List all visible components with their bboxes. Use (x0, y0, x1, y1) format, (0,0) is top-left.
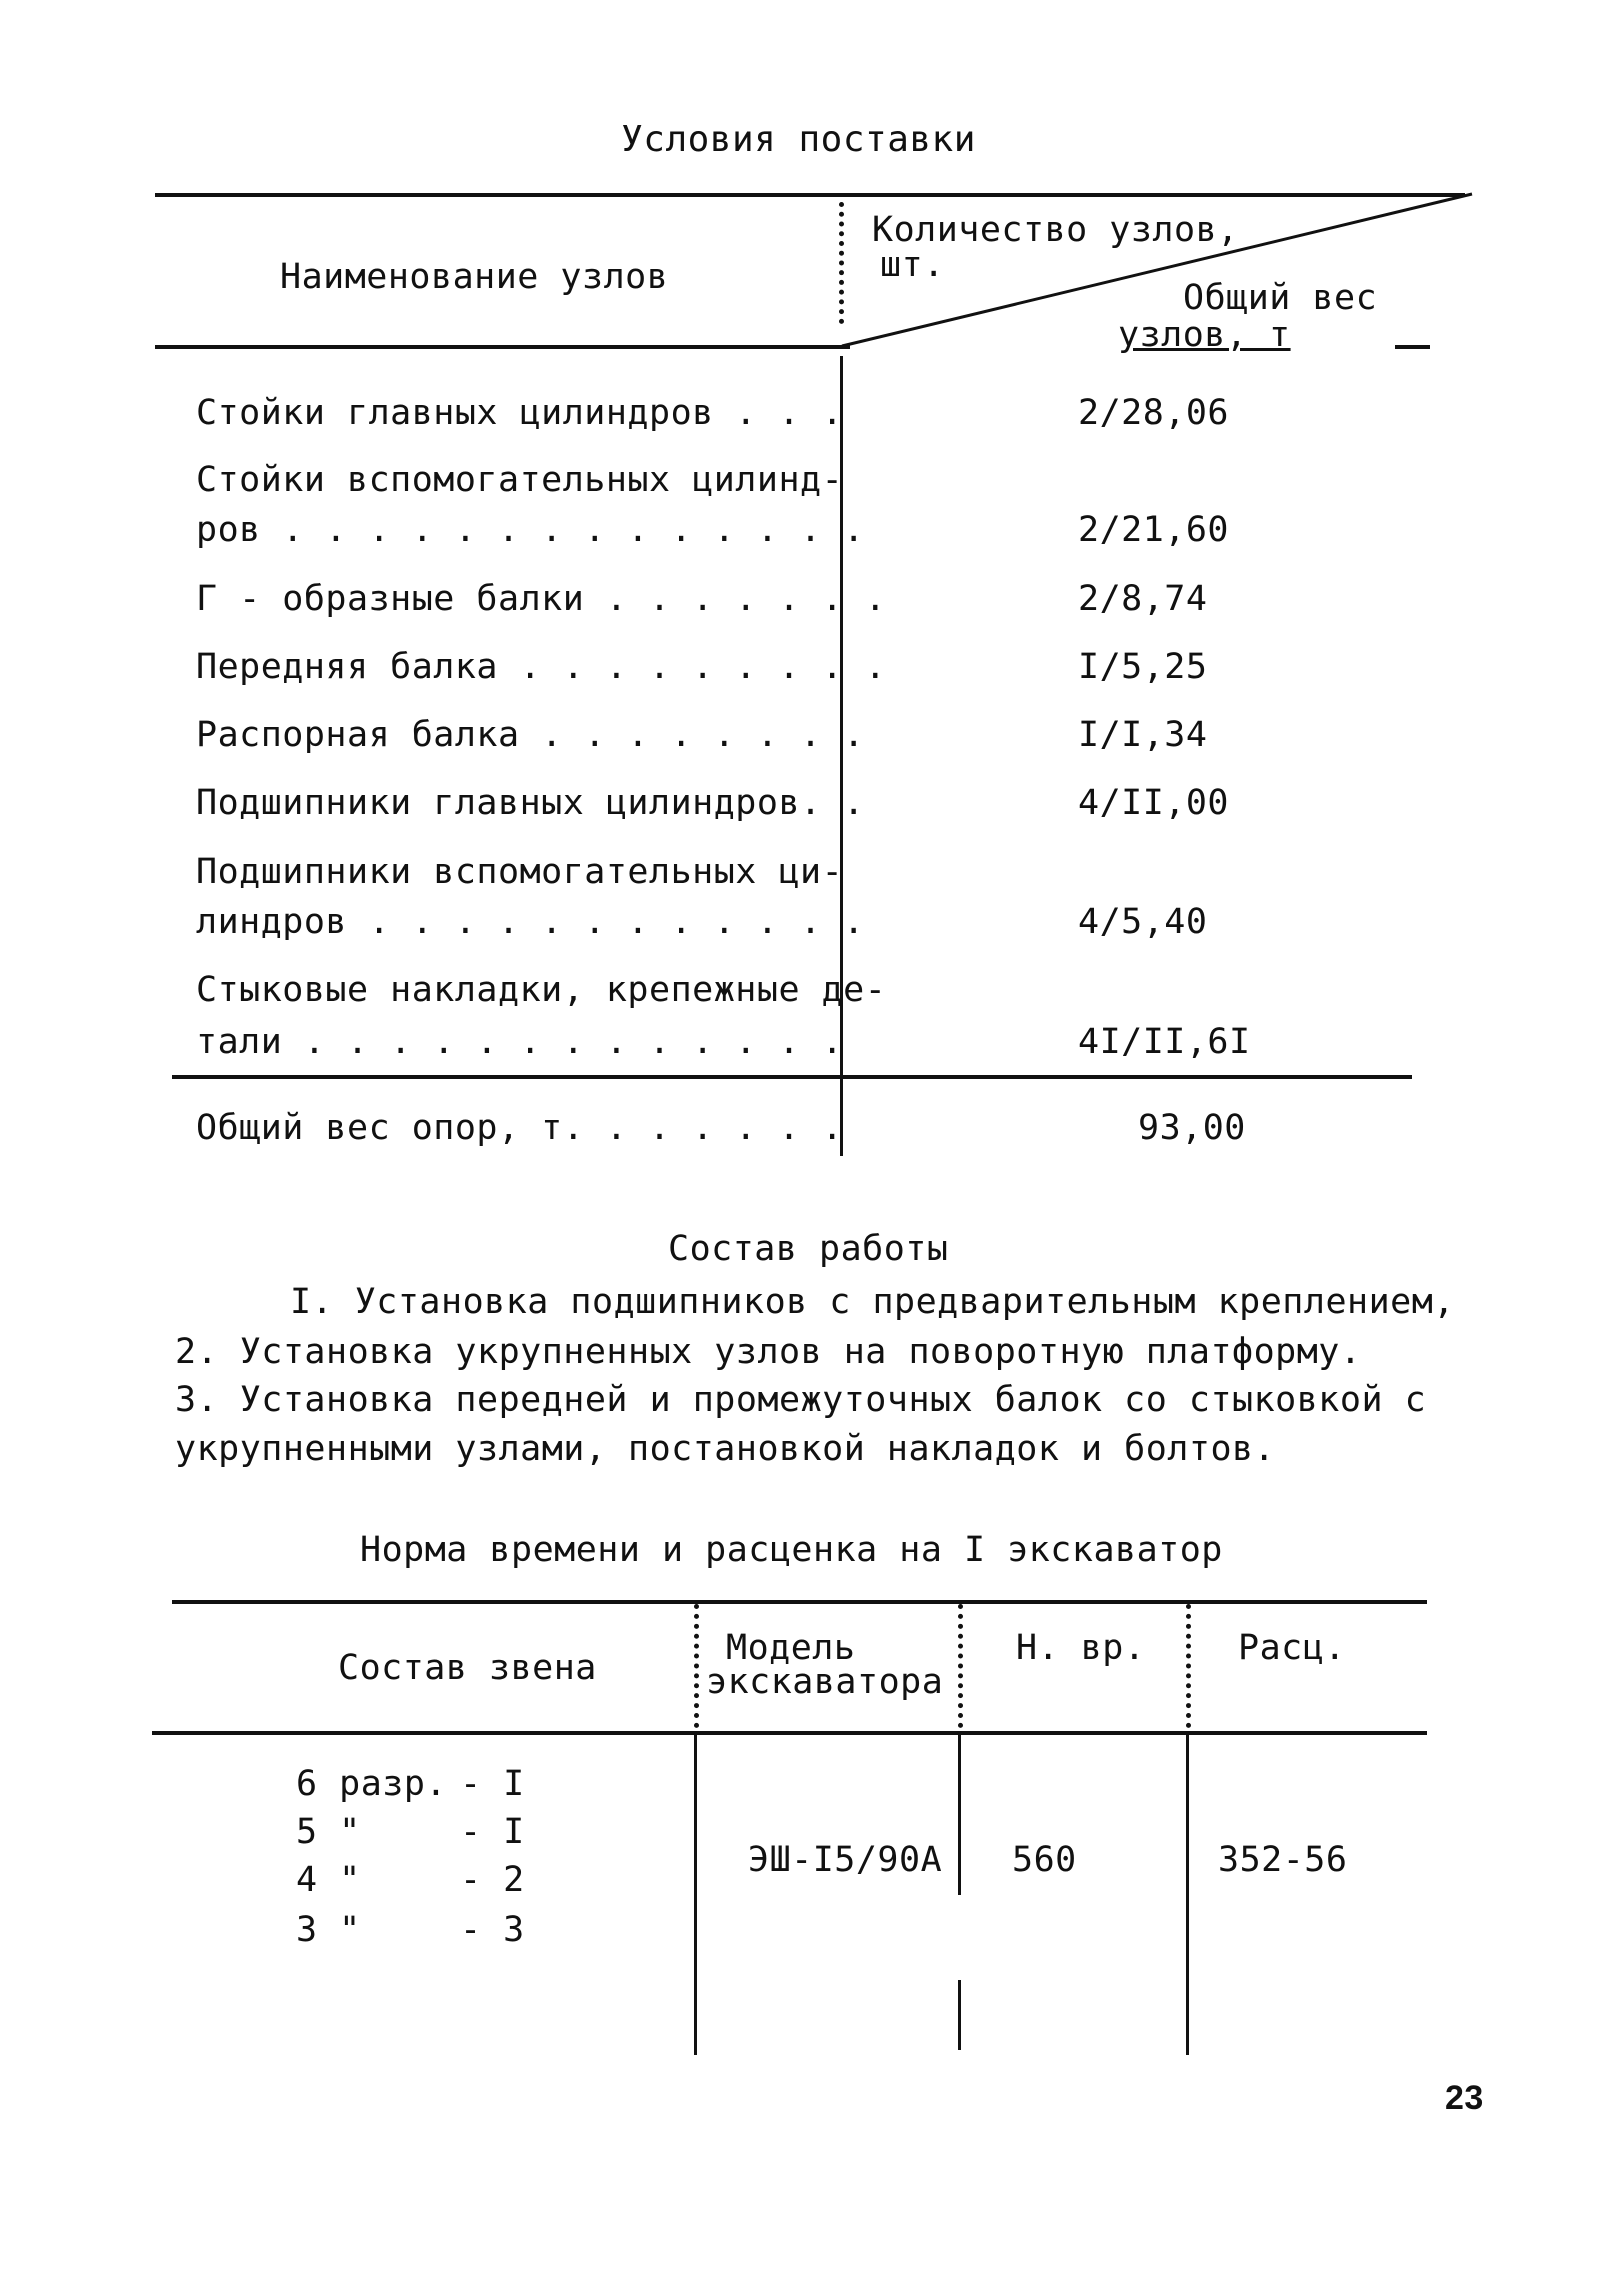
norm-header-hours: Н. вр. (1016, 1628, 1146, 1668)
total-rule (172, 1075, 1412, 1079)
crew-count: - I (460, 1812, 525, 1852)
table-row-label-cont: линдров . . . . . . . . . . . . (196, 902, 865, 942)
crew-grade: 4 " (296, 1860, 361, 1900)
crew-count: - 3 (460, 1910, 525, 1950)
column-header-name: Наименование узлов (280, 257, 669, 297)
norm-header-rate: Расц. (1238, 1628, 1346, 1668)
table-row-value: 4/5,40 (1078, 902, 1208, 942)
norm-header-crew: Состав звена (338, 1648, 597, 1688)
norm-table-top-rule (172, 1600, 1427, 1604)
norm-body-separator-2 (958, 1735, 961, 1895)
table-row-label: Подшипники главных цилиндров. . (196, 783, 865, 823)
table-row-label: Передняя балка . . . . . . . . . (196, 647, 887, 687)
table-row-label: Стойки вспомогательных цилинд- (196, 460, 844, 500)
header-bottom-rule-tail (1395, 345, 1430, 349)
page-number: 23 (1445, 2079, 1484, 2117)
norm-header-model-cont: экскаватора (706, 1662, 944, 1702)
crew-count: - I (460, 1764, 525, 1804)
excavator-model: ЭШ-I5/90А (748, 1840, 943, 1880)
norm-body-separator-2b (958, 1980, 961, 2050)
work-step-line: 2. Установка укрупненных узлов на поворотную платформу. (175, 1332, 1362, 1372)
table-row-value: 4I/II,6I (1078, 1022, 1251, 1062)
table-row-value: 2/8,74 (1078, 579, 1208, 619)
time-norm-title: Норма времени и расценка на I экскаватор (360, 1530, 1223, 1570)
rate-value: 352-56 (1218, 1840, 1348, 1880)
crew-count: - 2 (460, 1860, 525, 1900)
table-row-label-cont: тали . . . . . . . . . . . . . (196, 1022, 844, 1062)
table-row-label: Распорная балка . . . . . . . . (196, 715, 865, 755)
header-dotted-separator (839, 202, 844, 324)
work-step-line: укрупненными узлами, постановкой накладок и болтов. (175, 1429, 1276, 1469)
table-row-value: 2/21,60 (1078, 510, 1230, 550)
table-row-value: 2/28,06 (1078, 393, 1230, 433)
column-header-weight-unit: узлов, т (1118, 315, 1291, 355)
column-header-qty-unit: шт. (880, 245, 945, 285)
work-step-line: 3. Установка передней и промежуточных балок со стыковкой с (175, 1380, 1427, 1420)
table-row-label: Стойки главных цилиндров . . . (196, 393, 844, 433)
time-norm-value: 560 (1012, 1840, 1077, 1880)
crew-grade: 3 " (296, 1910, 361, 1950)
table-row-label: Стыковые накладки, крепежные де- (196, 970, 887, 1010)
table-row-label: Г - образные балки . . . . . . . (196, 579, 887, 619)
table-row-value: I/5,25 (1078, 647, 1208, 687)
supply-conditions-title: Условия поставки (621, 119, 976, 160)
table-row-label: Подшипники вспомогательных ци- (196, 852, 844, 892)
norm-header-bottom-rule (152, 1731, 1427, 1735)
norm-header-dotted-1 (694, 1604, 699, 1728)
column-header-qty: Количество узлов, (872, 210, 1239, 250)
table-row-label-cont: ров . . . . . . . . . . . . . . (196, 510, 865, 550)
norm-header-dotted-2 (958, 1604, 963, 1728)
table-row-value: 4/II,00 (1078, 783, 1230, 823)
norm-body-separator-1 (694, 1735, 697, 2055)
crew-grade: 5 " (296, 1812, 361, 1852)
total-value: 93,00 (1138, 1108, 1246, 1148)
norm-body-separator-3 (1186, 1735, 1189, 2055)
norm-header-dotted-3 (1186, 1604, 1191, 1728)
header-bottom-rule (155, 345, 850, 349)
total-label: Общий вес опор, т. . . . . . . (196, 1108, 844, 1148)
work-composition-title: Состав работы (668, 1229, 949, 1269)
table-row-value: I/I,34 (1078, 715, 1208, 755)
column-header-weight: Общий вес (1183, 278, 1378, 318)
crew-grade: 6 разр. (296, 1764, 448, 1804)
work-step-line: I. Установка подшипников с предварительным креплением, (290, 1282, 1455, 1322)
norm-header-model: Модель (726, 1628, 856, 1668)
